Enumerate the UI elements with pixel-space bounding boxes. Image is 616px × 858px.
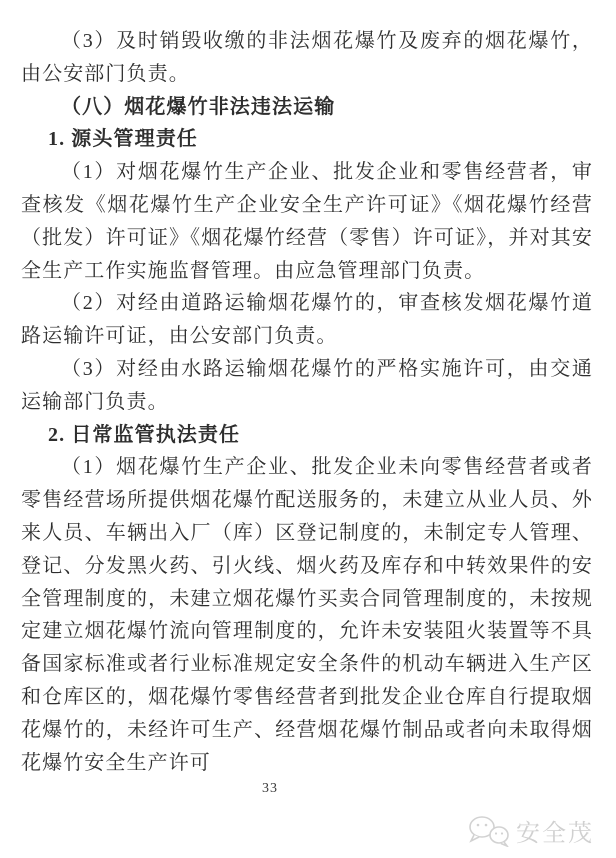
section-heading: 1. 源头管理责任: [48, 128, 198, 151]
paragraph: （1）烟花爆竹生产企业、批发企业未向零售经营者或者零售经营场所提供烟花爆竹配送服务的，未建立从业人员、外来人员、车辆出入厂（库）区登记制度的，未制定专人管理、登记、分发黑火药、引火线、烟火药及库存和中转效果件的安全管理制度的，未建立烟花爆竹买卖合同管理制度的，未按规定建立烟花爆竹流向管理制度的，允许未安装阻火装置等不具备国家标准或者行业标准规定安全条件的机动车辆进入生产区和仓库区的，烟花爆竹零售经营者到批发企业仓库自行提取烟花爆竹的，未经许可生产、经营烟花爆竹制品或者向未取得烟花爆竹安全生产许可: [21, 456, 593, 774]
section-heading: （八）烟花爆竹非法违法运输: [61, 95, 336, 118]
paragraph: （2）对经由道路运输烟花爆竹的，审查核发烟花爆竹道路运输许可证，由公安部门负责。: [21, 292, 593, 348]
page-number: 33: [262, 781, 278, 796]
watermark: [468, 813, 594, 848]
document-body: [21, 25, 593, 779]
section-heading: 2. 日常监管执法责任: [48, 423, 241, 446]
watermark-label: 安全茂: [516, 820, 594, 847]
wechat-icon: [468, 815, 510, 847]
paragraph: （3）对经由水路运输烟花爆竹的严格实施许可，由交通运输部门负责。: [21, 357, 593, 413]
paragraph: （1）对烟花爆竹生产企业、批发企业和零售经营者，审查核发《烟花爆竹生产企业安全生产许可证》《烟花爆竹经营（批发）许可证》《烟花爆竹经营（零售）许可证》，并对其安全生产工作实施监督管理。由应急管理部门负责。: [21, 161, 593, 282]
paragraph: （3）及时销毁收缴的非法烟花爆竹及废弃的烟花爆竹，由公安部门负责。: [21, 30, 593, 85]
